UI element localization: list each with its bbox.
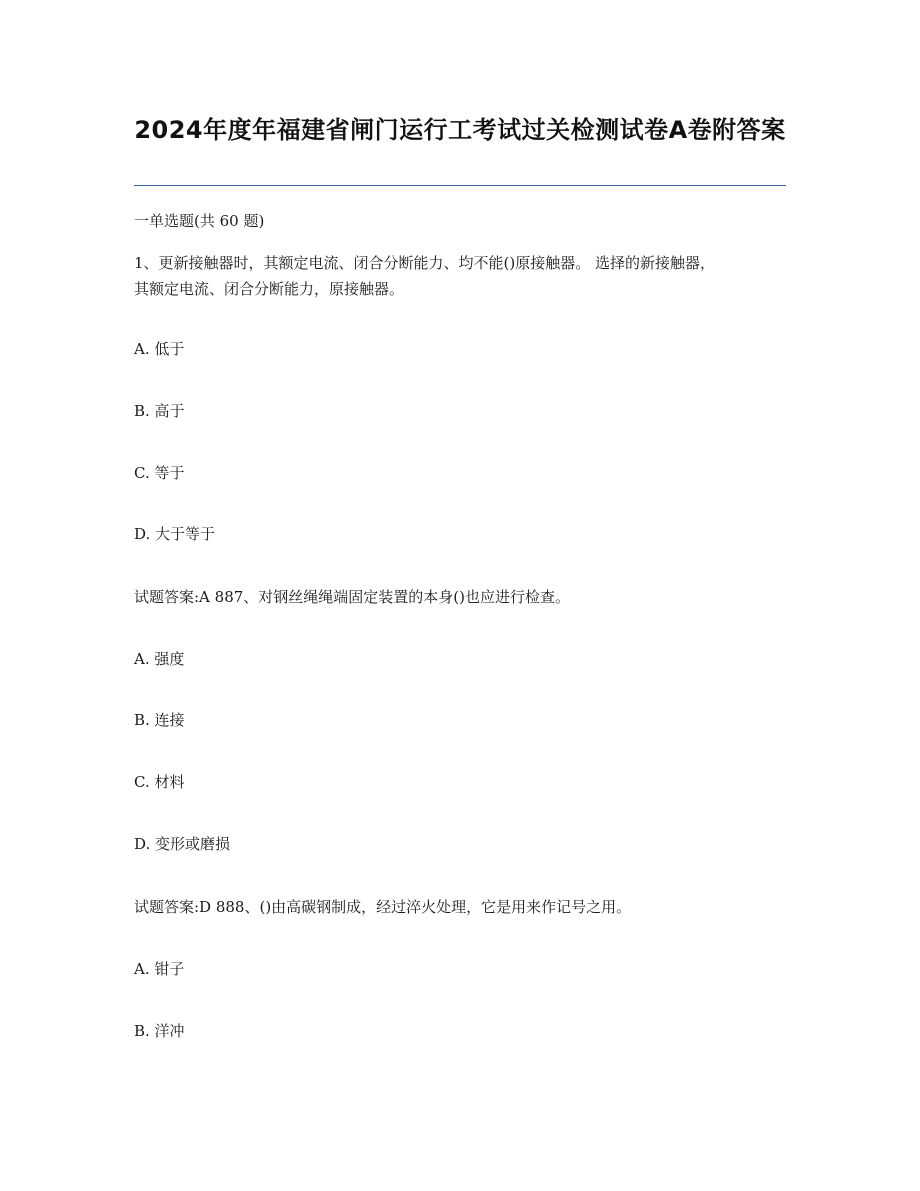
question-887-option-c: C. 材料 [134,773,185,791]
answer-1-question-887: 试题答案:A 887、对钢丝绳绳端固定装置的本身()也应进行检查。 [134,588,570,606]
question-887-option-a: A. 强度 [134,650,185,668]
section-heading: 一单选题(共 60 题) [134,212,265,230]
question-1-option-d: D. 大于等于 [134,525,216,543]
question-1-option-b: B. 高于 [134,402,185,420]
question-1-line-2: 其额定电流、闭合分断能力，原接触器。 [134,280,405,298]
question-888-option-b: B. 洋冲 [134,1022,185,1040]
question-1-line-1: 1、更新接触器时，其额定电流、闭合分断能力、均不能()原接触器。 选择的新接触器， [134,254,716,272]
question-887-option-d: D. 变形或磨损 [134,835,231,853]
answer-887-question-888: 试题答案:D 888、()由高碳钢制成，经过淬火处理，它是用来作记号之用。 [134,898,632,916]
question-1-option-a: A. 低于 [134,340,185,358]
document-title: 2024年度年福建省闸门运行工考试过关检测试卷A卷附答案 [134,116,786,144]
question-1-option-c: C. 等于 [134,464,185,482]
question-887-option-b: B. 连接 [134,711,185,729]
title-divider [134,185,786,186]
question-888-option-a: A. 钳子 [134,960,185,978]
